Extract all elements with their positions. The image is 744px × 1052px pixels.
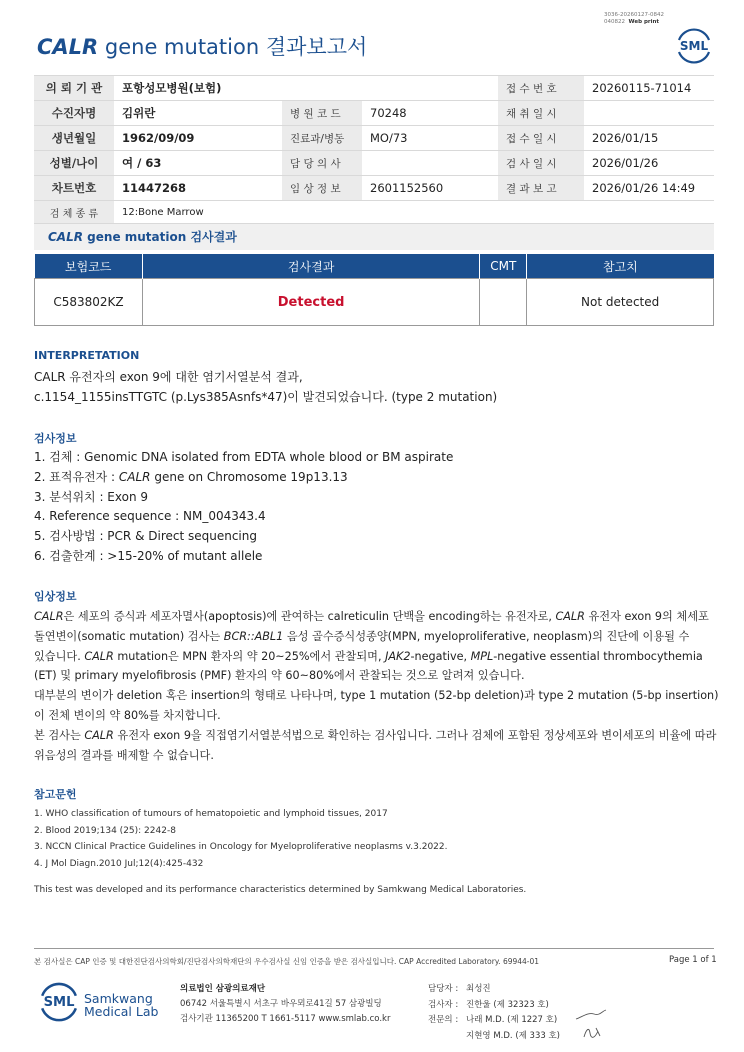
clinical-info-value: 2601152560 bbox=[362, 176, 498, 201]
doctor-value bbox=[362, 151, 498, 176]
reference-cell: Not detected bbox=[527, 279, 714, 326]
test-date-value: 2026/01/26 bbox=[584, 151, 714, 176]
list-item: 4. J Mol Diagn.2010 Jul;12(4):425-432 bbox=[34, 858, 204, 869]
signature-icon bbox=[574, 1008, 608, 1022]
samkwang-logo-icon bbox=[38, 980, 80, 1022]
collection-date-label: 채 취 일 시 bbox=[498, 101, 584, 126]
department-label: 진료과/병동 bbox=[282, 126, 362, 151]
chart-no-value: 11447268 bbox=[114, 176, 282, 201]
table-row bbox=[35, 279, 714, 326]
interpretation-heading: INTERPRETATION bbox=[34, 349, 140, 362]
sex-age-label: 성별/나이 bbox=[34, 151, 114, 176]
svg-text:SML: SML bbox=[43, 995, 75, 1011]
specimen-label: 검 체 종 류 bbox=[34, 201, 114, 224]
list-item: 1. WHO classification of tumours of hematopoietic and lymphoid tissues, 2017 bbox=[34, 809, 388, 819]
report-date-value: 2026/01/26 14:49 bbox=[584, 176, 714, 201]
clinical-info-label: 임 상 정 보 bbox=[282, 176, 362, 201]
col-cmt: CMT bbox=[480, 254, 527, 279]
document-id: 3036-20260127-0842 040822 Web print bbox=[604, 12, 664, 25]
clinical-info-text: CALR은 세포의 증식과 세포자멸사(apoptosis)에 관여하는 calreticulin 단백을 encoding하는 유전자로, CALR 유전자 exon 9의 체세포 돌연변이(somatic mutation) 검사는 BCR::ABL1 음성 골수증식성종양(MPN, myeloproliferative, neoplasm)의 진단에 이용될 수 있습니다. CALR mutation은 MPN 환자의 약 20~25%에서 관찰되며, JAK2-negative, MPL-negative essential thrombocythemia (ET) 및 primary myelofibrosis (PMF) 환자의 약 60~80%에서 관찰되는 것으로 알려져 있습니다. 대부분의 변이가 deletion 혹은 insertion의 형태로 나타나며, type 1 mutation (52-bp deletion)과 type 2 mutation (5-bp insertion) 이 전체 변이의 약 80%를 차지합니다. 본 검사는 CALR 유전자 exon 9을 직접염기서열분석법으로 확인하는 검사입니다. 그러나 검체에 포함된 정상세포와 변이세포의 비율에 따라 위음성의 결과를 배제할 수 없습니다. bbox=[34, 610, 719, 762]
footer-divider bbox=[34, 948, 714, 949]
organization-info: 의료법인 삼광의료재단 06742 서울특별시 서초구 바우뫼로41길 57 삼광빌딩 검사기관 11365200 T 1661-5117 www.smlab.co.kr bbox=[180, 984, 391, 1024]
signature-icon bbox=[580, 1024, 604, 1040]
patient-info-table bbox=[34, 75, 714, 224]
development-note: This test was developed and its performance characteristics determined by Samkwang Medical Laboratories. bbox=[34, 885, 527, 895]
interpretation-text: CALR 유전자의 exon 9에 대한 염기서열분석 결과, c.1154_1155insTTGTC (p.Lys385Asnfs*47)이 발견되었습니다. (type 2 mutation) bbox=[34, 370, 498, 404]
receipt-date-value: 2026/01/15 bbox=[584, 126, 714, 151]
insurance-code-cell: C583802KZ bbox=[35, 279, 143, 326]
doctor-label: 담 당 의 사 bbox=[282, 151, 362, 176]
chart-no-label: 차트번호 bbox=[34, 176, 114, 201]
hospital-code-value: 70248 bbox=[362, 101, 498, 126]
col-result: 검사결과 bbox=[142, 254, 479, 279]
receipt-no-label: 접 수 번 호 bbox=[498, 76, 584, 101]
svg-text:SML: SML bbox=[679, 39, 709, 53]
specimen-value: 12:Bone Marrow bbox=[114, 201, 714, 224]
col-reference: 참고치 bbox=[527, 254, 714, 279]
report-date-label: 결 과 보 고 bbox=[498, 176, 584, 201]
report-title: CALR gene mutation 결과보고서 bbox=[37, 35, 368, 59]
birth-date-value: 1962/09/09 bbox=[114, 126, 282, 151]
patient-name-label: 수진자명 bbox=[34, 101, 114, 126]
result-section-title: CALR gene mutation 검사결과 bbox=[34, 224, 714, 250]
sex-age-value: 여 / 63 bbox=[114, 151, 282, 176]
certification-text: 본 검사실은 CAP 인증 및 대한진단검사의학회/진단검사의학재단의 우수검사실 신임 인증을 받은 검사실입니다. CAP Accredited Laboratory. 69944-01 bbox=[34, 957, 540, 966]
brand-name: Samkwang Medical Lab bbox=[84, 991, 159, 1019]
staff-list: 담당자 : 최성진 검사자 : 진한울 (제 32323 호) 전문의 : 나래 M.D. (제 1227 호) 지현영 M.D. (제 333 호) bbox=[428, 984, 561, 1041]
cmt-cell bbox=[480, 279, 527, 326]
receipt-no-value: 20260115-71014 bbox=[584, 76, 714, 101]
request-org-value: 포항성모병원(보험) bbox=[114, 76, 498, 101]
birth-date-label: 생년월일 bbox=[34, 126, 114, 151]
references-heading: 참고문헌 bbox=[34, 788, 77, 801]
test-info-list: 1. 검체 : Genomic DNA isolated from EDTA whole blood or BM aspirate 2. 표적유전자 : CALR gene on Chromosome 19p13.13 3. 분석위치 : Exon 9 4. Reference sequence : NM_004343.4 5. 검사방법 : PCR & Direct sequencing 6. 검출한계 : >15-20% of mutant allele bbox=[34, 450, 454, 563]
list-item: 2. Blood 2019;134 (25): 2242-8 bbox=[34, 825, 176, 836]
list-item: 3. NCCN Clinical Practice Guidelines in Oncology for Myeloproliferative neoplasms v.3.2022. bbox=[34, 842, 448, 853]
test-info-heading: 검사정보 bbox=[34, 432, 77, 445]
receipt-date-label: 접 수 일 시 bbox=[498, 126, 584, 151]
result-cell: Detected bbox=[142, 279, 479, 326]
test-date-label: 검 사 일 시 bbox=[498, 151, 584, 176]
col-insurance-code: 보험코드 bbox=[35, 254, 143, 279]
result-table bbox=[34, 254, 714, 326]
clinical-info-heading: 임상정보 bbox=[34, 590, 77, 603]
department-value: MO/73 bbox=[362, 126, 498, 151]
patient-name-value: 김위란 bbox=[114, 101, 282, 126]
request-org-label: 의 뢰 기 관 bbox=[34, 76, 114, 101]
hospital-code-label: 병 원 코 드 bbox=[282, 101, 362, 126]
sml-logo-icon bbox=[674, 25, 714, 65]
collection-date-value bbox=[584, 101, 714, 126]
page-number: Page 1 of 1 bbox=[669, 955, 717, 965]
references-list bbox=[34, 806, 448, 872]
